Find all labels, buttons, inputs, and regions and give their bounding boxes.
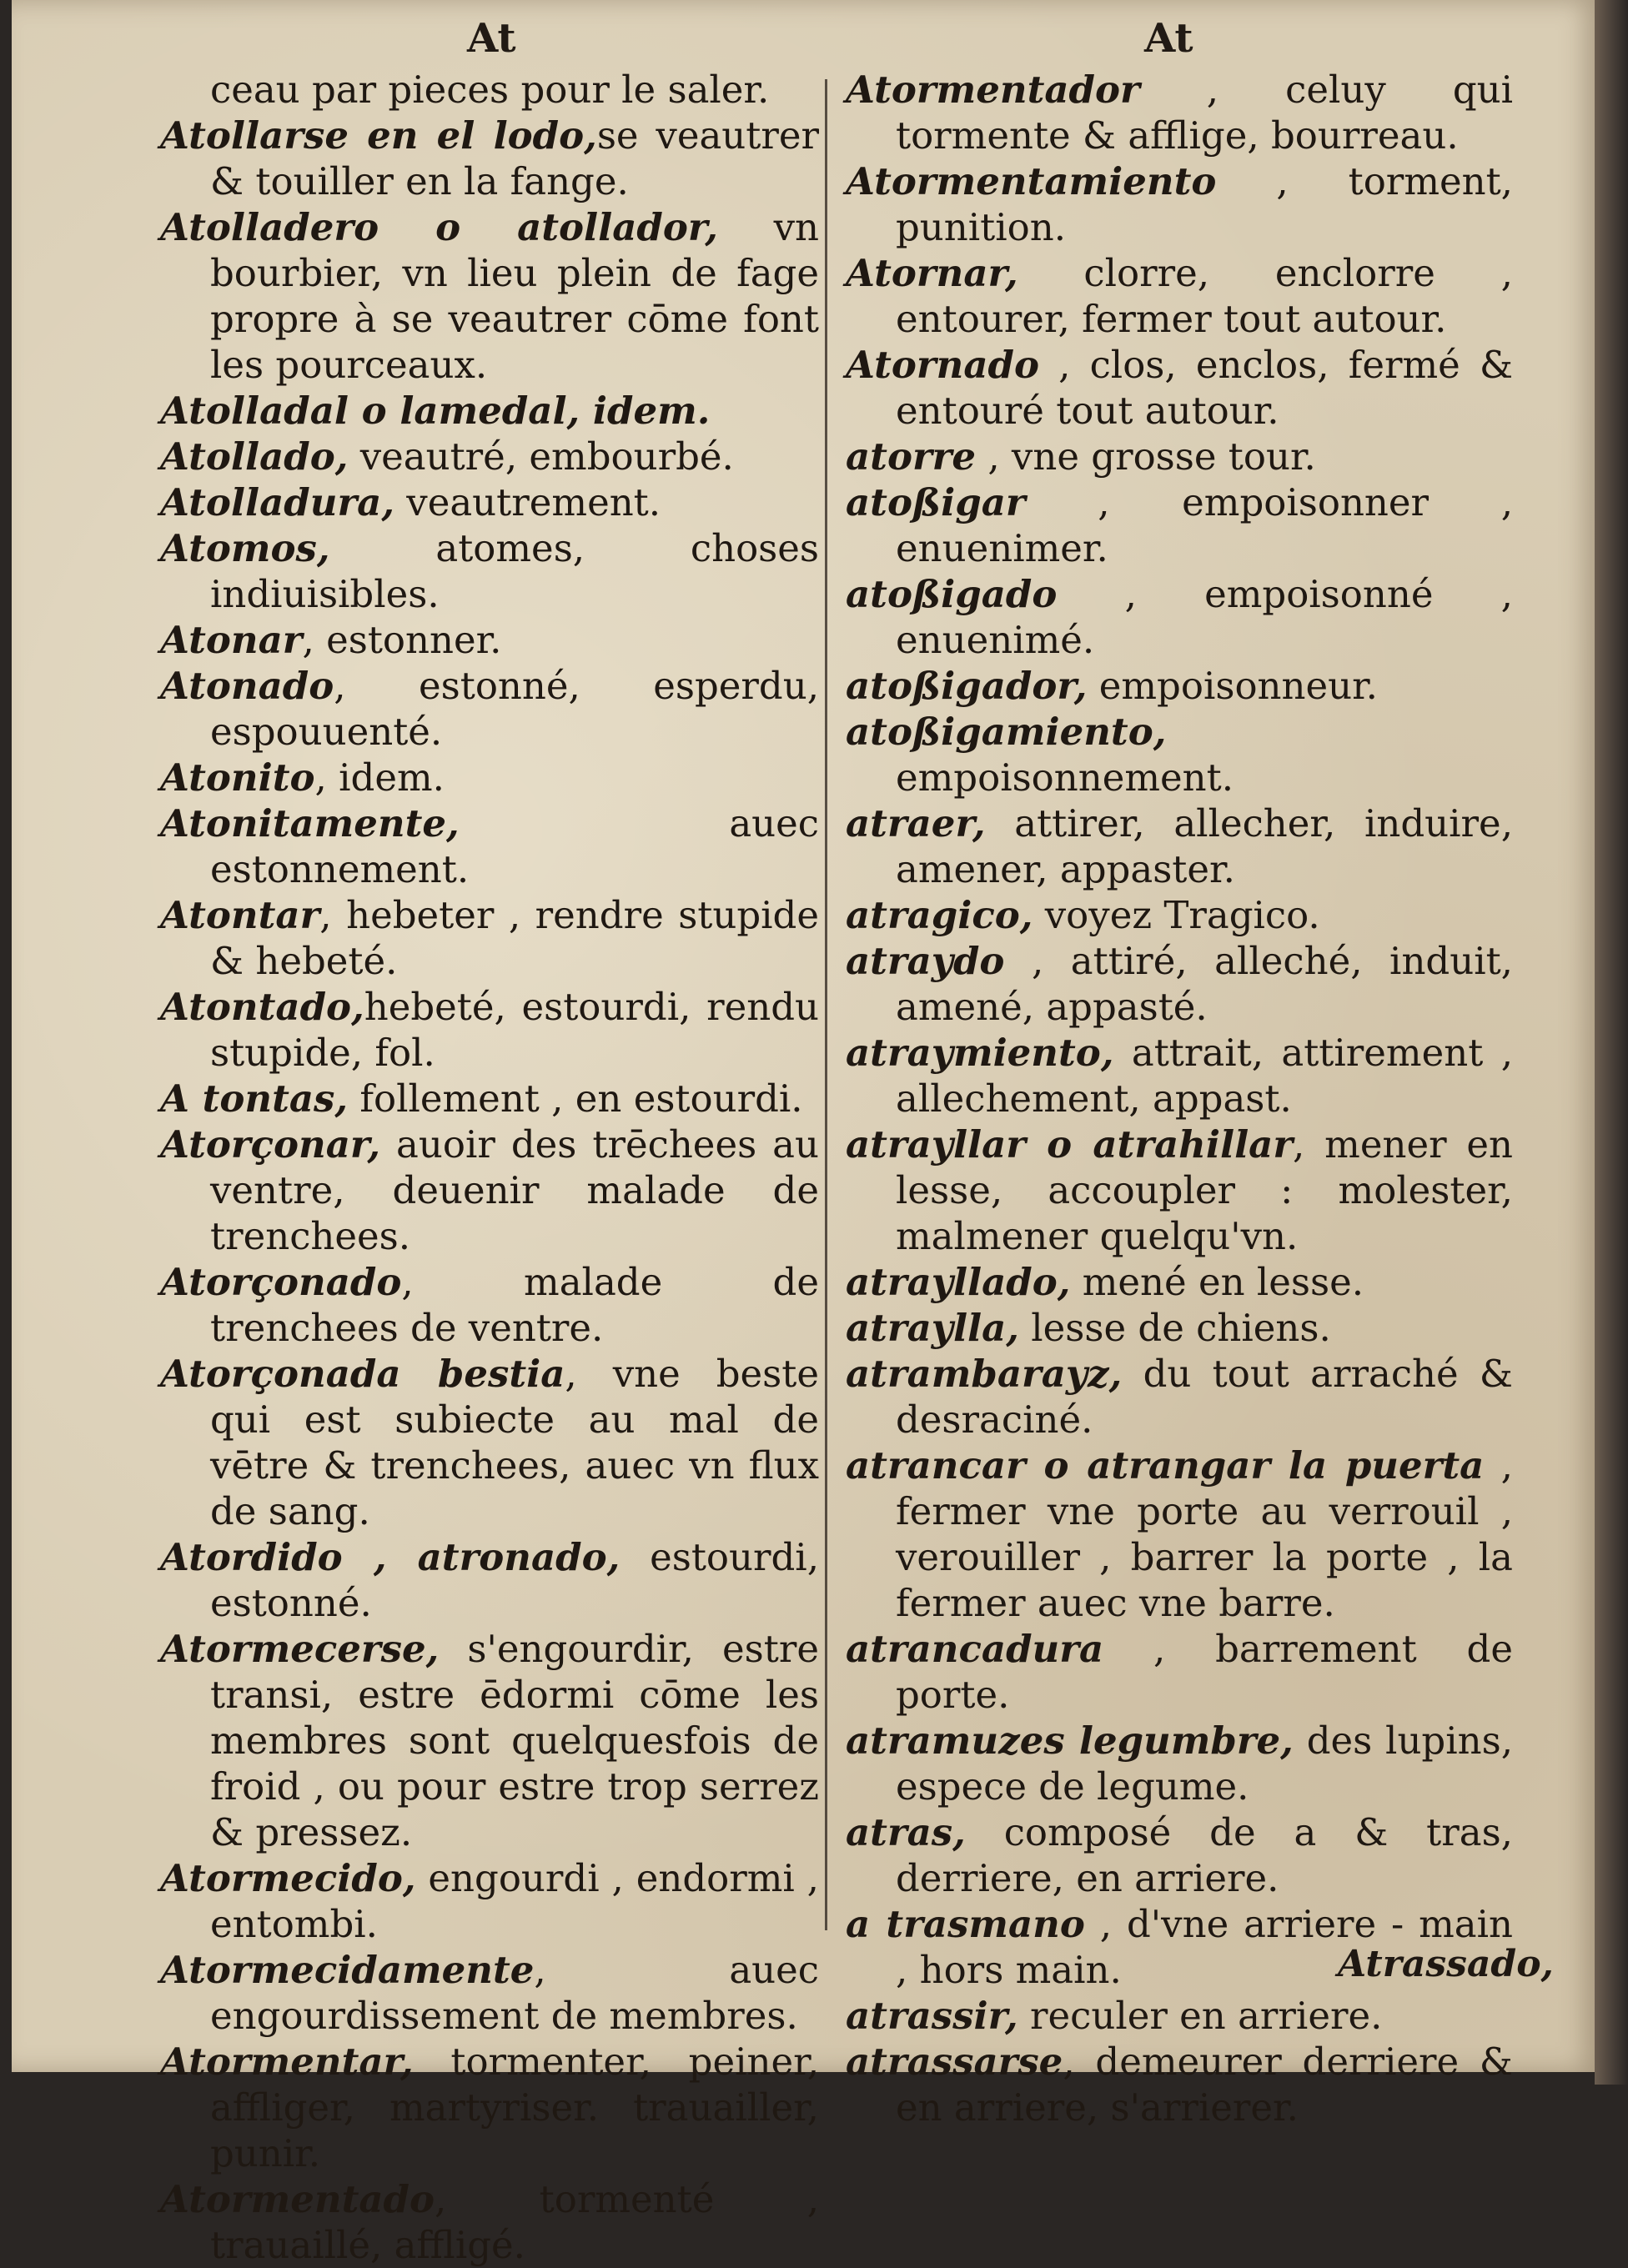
dictionary-entry: a trasmano , d'vne arriere - main , hors main. bbox=[846, 1902, 1513, 1992]
dictionary-entry: atrassarse, demeurer derriere & en arriere, s'arrierer. bbox=[846, 2040, 1513, 2130]
dictionary-entry: ceau par pieces pour le saler. bbox=[210, 68, 770, 112]
dictionary-entry: atrassir, reculer en arriere. bbox=[846, 1994, 1383, 2038]
dictionary-entry: Atontar, hebeter , rendre stupide & hebeté. bbox=[160, 893, 819, 983]
dictionary-entry: Atordido , atronado, estourdi, estonné. bbox=[160, 1535, 820, 1625]
dictionary-entry: atoßigamiento, empoisonnement. bbox=[846, 710, 1234, 800]
dictionary-entry: Atorçonada bestia, vne beste qui est subiecte au mal de vētre & trenchees, auec vn flux de sang. bbox=[160, 1352, 819, 1533]
dictionary-entry: atrancadura , barrement de porte. bbox=[846, 1627, 1513, 1717]
dictionary-entry: Atolladero o atollador, vn bourbier, vn lieu plein de fage propre à se veautrer cōme font les pourceaux. bbox=[160, 205, 819, 387]
dictionary-entry: atraymiento, attrait, attirement , allechement, appast. bbox=[846, 1031, 1513, 1121]
column-divider bbox=[825, 79, 827, 1930]
dictionary-entry: Atormecido, engourdi , endormi , entombi. bbox=[160, 1856, 819, 1946]
dictionary-entry: atraer, attirer, allecher, induire, amener, appaster. bbox=[846, 801, 1513, 891]
dictionary-entry: Atormecidamente, auec engourdissement de membres. bbox=[160, 1948, 819, 2038]
dictionary-entry: atramuzes legumbre, des lupins, espece de legume. bbox=[846, 1719, 1514, 1809]
right-column-header: At bbox=[1144, 15, 1193, 62]
dictionary-entry: Atormentado, tormenté , trauaillé, affligé. bbox=[160, 2177, 819, 2267]
left-column-header: At bbox=[467, 15, 516, 62]
dictionary-entry: Atorçonado, malade de trenchees de ventre. bbox=[160, 1260, 819, 1350]
dictionary-entry: atrayllado, mené en lesse. bbox=[846, 1260, 1364, 1304]
dictionary-entry: Atolladura, veautrement. bbox=[160, 480, 661, 524]
dictionary-entry: Atonar, estonner. bbox=[160, 618, 502, 662]
dictionary-entry: Atorçonar, auoir des trēchees au ventre, deuenir malade de trenchees. bbox=[160, 1122, 819, 1258]
dictionary-entry: atraydo , attiré, alleché, induit, amené, appasté. bbox=[846, 939, 1513, 1029]
dictionary-entry: Atormentamiento , torment, punition. bbox=[846, 159, 1513, 249]
dictionary-entry: Atolladal o lamedal, idem. bbox=[160, 389, 711, 433]
dictionary-entry: atrayllar o atrahillar, mener en lesse, accoupler : molester, malmener quelqu'vn. bbox=[846, 1122, 1513, 1258]
dictionary-entry: atoßigado , empoisonné , enuenimé. bbox=[846, 572, 1513, 662]
dictionary-entry: Atollado, veautré, embourbé. bbox=[160, 434, 734, 479]
dictionary-entry: Atonitamente, auec estonnement. bbox=[160, 801, 819, 891]
dictionary-entry: atoßigador, empoisonneur. bbox=[846, 664, 1378, 708]
catchword: Atrassado, bbox=[1338, 1943, 1554, 1985]
dictionary-entry: A tontas, follement , en estourdi. bbox=[160, 1076, 803, 1121]
dictionary-entry: atoßigar , empoisonner , enuenimer. bbox=[846, 480, 1513, 570]
dictionary-entry: Atomos, atomes, choses indiuisibles. bbox=[160, 526, 819, 616]
dictionary-entry: atraylla, lesse de chiens. bbox=[846, 1306, 1331, 1350]
dictionary-entry: Atonado, estonné, esperdu, espouuenté. bbox=[160, 664, 819, 754]
dictionary-entry: Atornar, clorre, enclorre , entourer, fermer tout autour. bbox=[846, 251, 1513, 341]
dictionary-entry: Atormentador , celuy qui tormente & afflige, bourreau. bbox=[846, 68, 1513, 158]
dictionary-entry: Atormentar, tormenter, peiner, affliger, martyriser. trauailler, punir. bbox=[160, 2040, 819, 2175]
book-page bbox=[12, 0, 1600, 2267]
dictionary-entry: Atornado , clos, enclos, fermé & entouré tout autour. bbox=[846, 343, 1513, 433]
dictionary-entry: atorre , vne grosse tour. bbox=[846, 434, 1316, 479]
book-edge-shadow bbox=[1595, 0, 1628, 2085]
dictionary-entry: Atontado,hebeté, estourdi, rendu stupide, fol. bbox=[160, 985, 819, 1075]
left-column bbox=[160, 67, 819, 2268]
dictionary-entry: Atollarse en el lodo,se veautrer & touiller en la fange. bbox=[160, 113, 819, 203]
dictionary-entry: Atormecerse, s'engourdir, estre transi, estre ēdormi cōme les membres sont quelquesfois de froid , ou pour estre trop serrez & pressez. bbox=[160, 1627, 819, 1854]
dictionary-entry: Atonito, idem. bbox=[160, 755, 445, 800]
dictionary-entry: atrancar o atrangar la puerta , fermer vne porte au verrouil , verouiller , barrer la porte , la fermer auec vne barre. bbox=[846, 1443, 1513, 1625]
dictionary-entry: atras, composé de a & tras, derriere, en arriere. bbox=[846, 1810, 1513, 1900]
dictionary-entry: atragico, voyez Tragico. bbox=[846, 893, 1320, 937]
right-column bbox=[846, 67, 1513, 2130]
dictionary-entry: atrambarayz, du tout arraché & desraciné. bbox=[846, 1352, 1513, 1442]
